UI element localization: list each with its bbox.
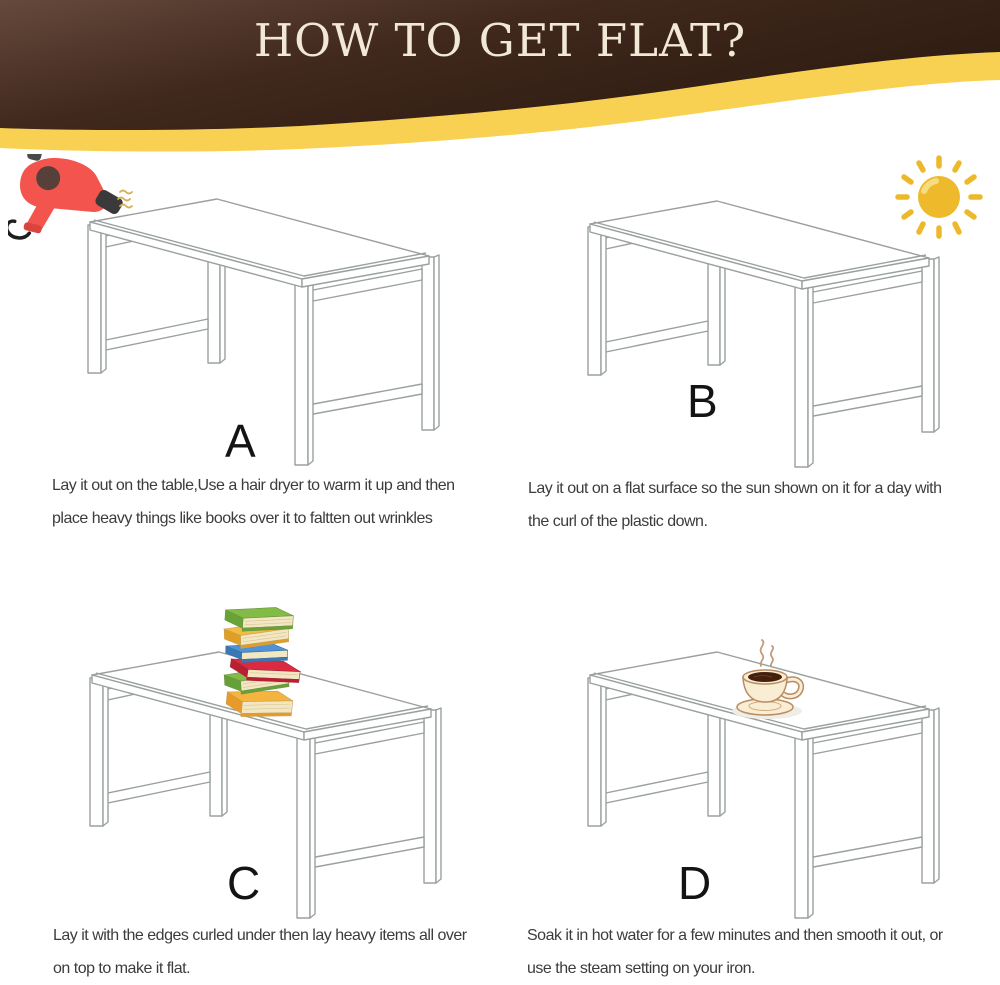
method-b-instructions (528, 472, 941, 538)
hair-dryer-icon (8, 154, 144, 246)
instruction-line: the curl of the plastic down. (528, 513, 708, 530)
instruction-line: Lay it out on the table,Use a hair dryer to warm it up and then (52, 477, 455, 494)
sun-icon (893, 153, 985, 245)
instruction-line: on top to make it flat. (53, 960, 191, 977)
page-title: HOW TO GET FLAT? (253, 14, 747, 67)
instruction-line: place heavy things like books over it to faltten out wrinkles (52, 510, 433, 527)
table-illustration-a (85, 195, 485, 480)
method-a-instructions (52, 469, 455, 535)
method-d-instructions (527, 919, 943, 985)
method-a-label: A (225, 415, 256, 467)
instruction-line: use the steam setting on your iron. (527, 960, 755, 977)
instruction-line: Lay it with the edges curled under then lay heavy items all over (53, 927, 467, 944)
instruction-line: Soak it in hot water for a few minutes and then smooth it out, or (527, 927, 943, 944)
method-c-instructions (53, 919, 467, 985)
method-c-label: C (227, 857, 261, 909)
instruction-line: Lay it out on a flat surface so the sun shown on it for a day with (528, 480, 942, 497)
method-b-label: B (687, 375, 718, 427)
books-stack-icon (220, 600, 312, 718)
method-d-label: D (678, 857, 712, 909)
coffee-cup-icon (722, 636, 814, 722)
